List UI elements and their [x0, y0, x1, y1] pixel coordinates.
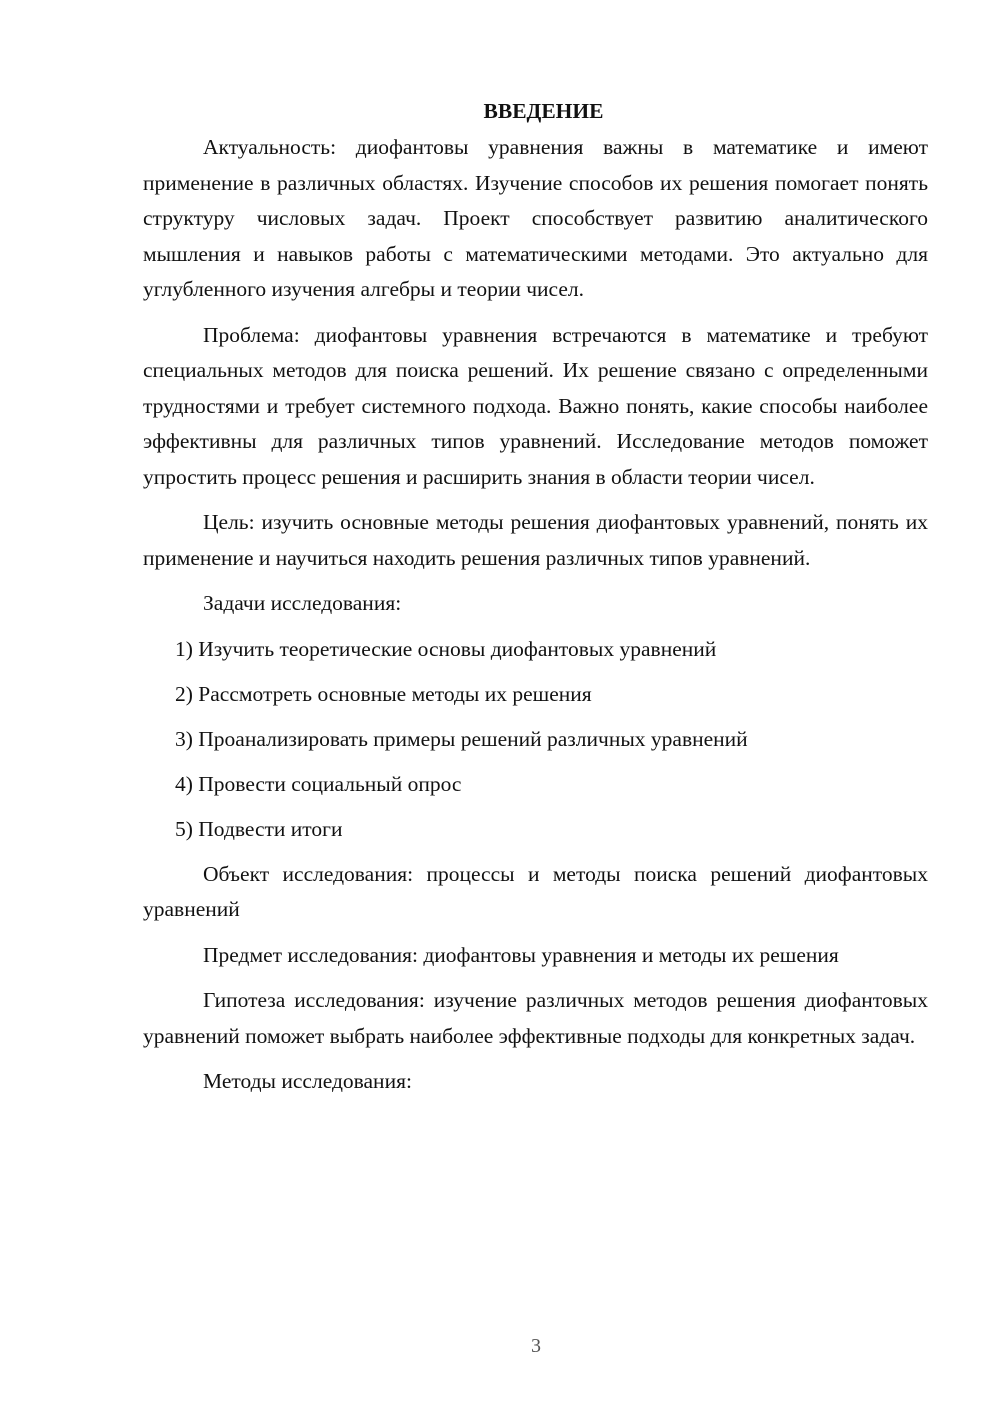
object-paragraph: Объект исследования: процессы и методы поиска решений диофантовых уравнений [143, 861, 928, 921]
page-content [143, 96, 928, 1110]
relevance-paragraph: Актуальность: диофантовы уравнения важны в математике и имеют применение в различных областях. Изучение способов их решения помогает понять структуру числовых задач. Проект способствует развитию аналитического мышления и навыков работы с математическими методами. Это актуально для углубленного изучения алгебры и теории чисел. [143, 135, 928, 301]
tasks-heading: Задачи исследования: [203, 591, 402, 615]
tasks-list [143, 632, 928, 848]
methods-heading: Методы исследования: [203, 1069, 412, 1093]
list-item: 2) Рассмотреть основные методы их решения [175, 681, 592, 706]
hypothesis-paragraph: Гипотеза исследования: изучение различных методов решения диофантовых уравнений поможет выбрать наиболее эффективные подходы для конкретных задач. [143, 988, 928, 1048]
list-item: 5) Подвести итоги [175, 816, 343, 841]
subject-paragraph: Предмет исследования: диофантовы уравнения и методы их решения [203, 942, 839, 967]
goal-paragraph: Цель: изучить основные методы решения диофантовых уравнений, понять их применение и научиться находить решения различных типов уравнений. [143, 510, 928, 570]
list-item: 1) Изучить теоретические основы диофантовых уравнений [175, 636, 717, 661]
list-item: 4) Провести социальный опрос [175, 771, 462, 796]
page-number: 3 [531, 1335, 541, 1357]
problem-paragraph: Проблема: диофантовы уравнения встречаются в математике и требуют специальных методов для поиска решений. Их решение связано с определенными трудностями и требует системного подхода. Важно понять, какие способы наиболее эффективны для различных типов уравнений. Исследование методов поможет упростить процесс решения и расширить знания в области теории чисел. [143, 322, 928, 489]
section-title: ВВЕДЕНИЕ [483, 99, 604, 123]
list-item: 3) Проанализировать примеры решений различных уравнений [175, 726, 748, 751]
